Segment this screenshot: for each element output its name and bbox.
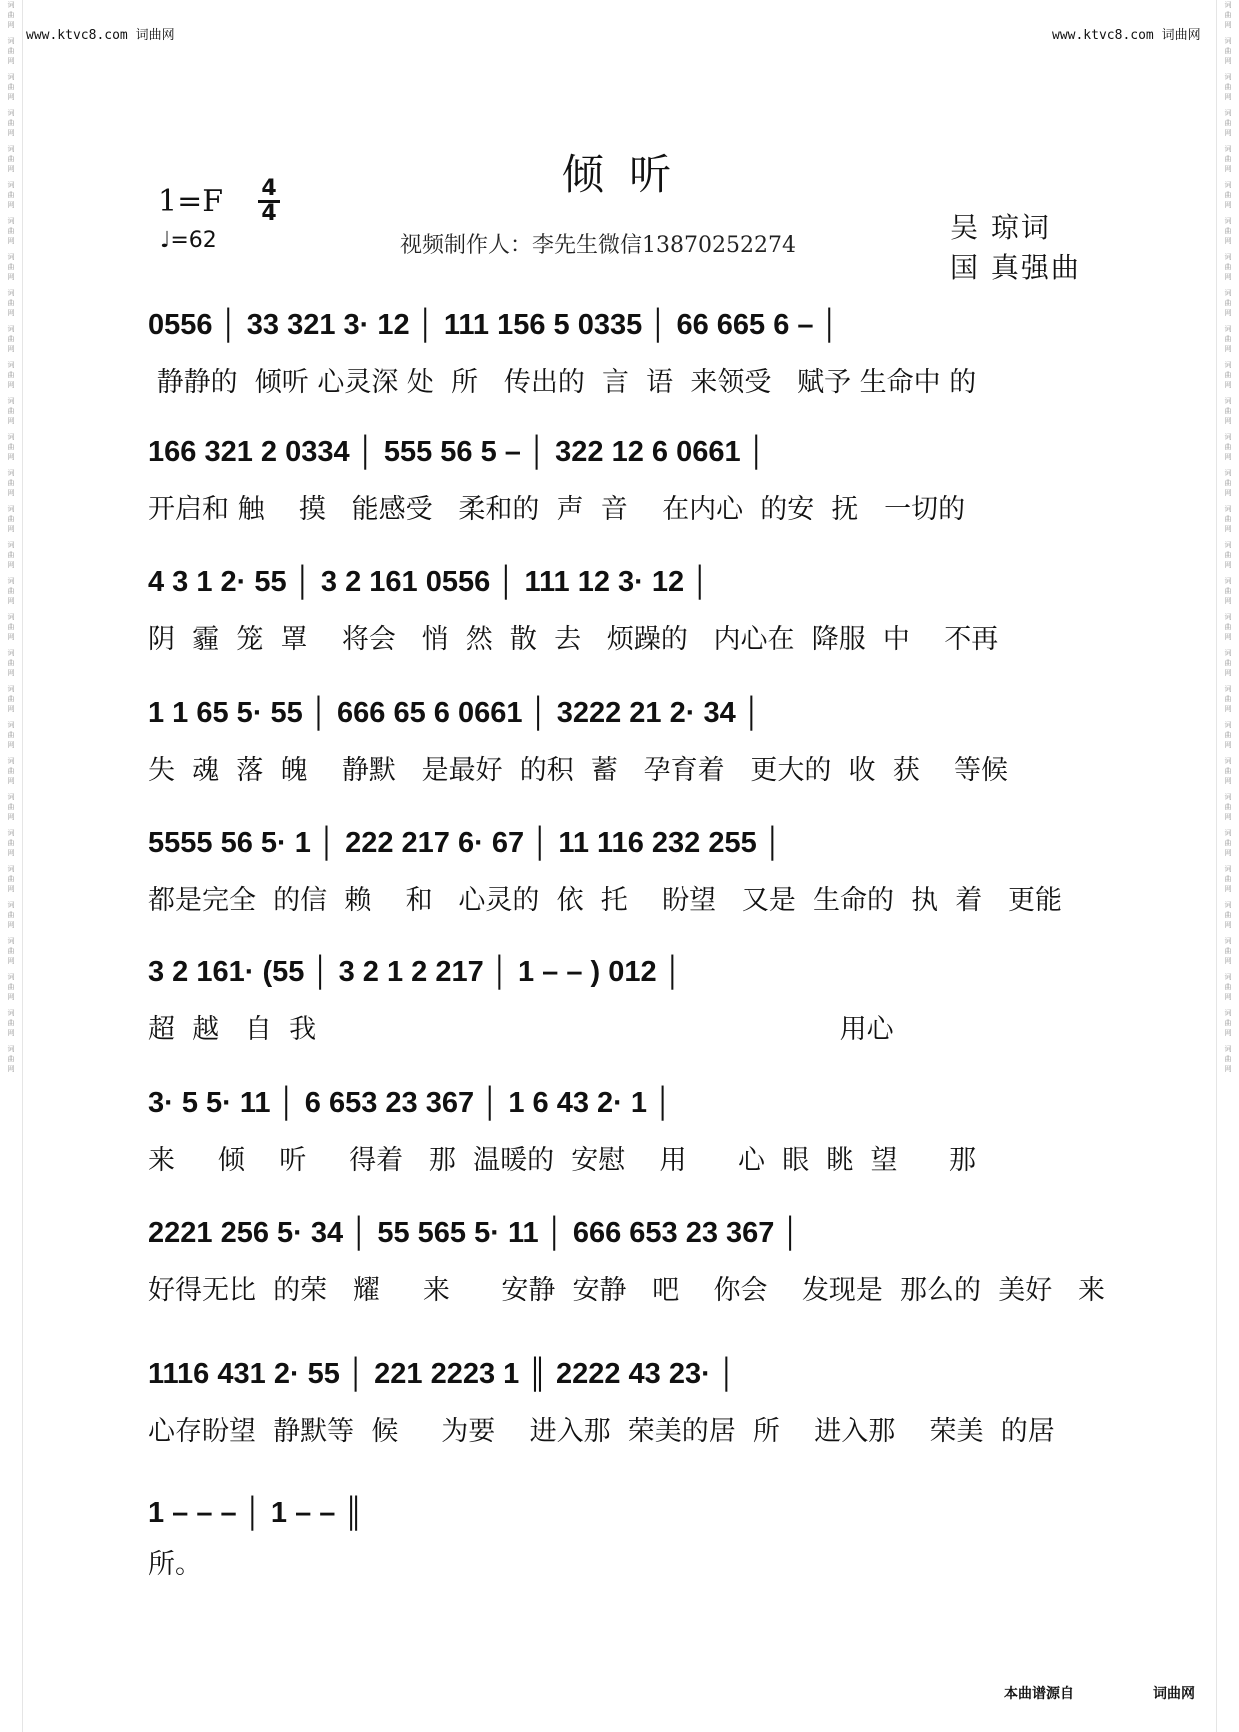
lyric-line-4: 失 魂 落 魄 静默 是最好 的积 蓄 孕育着 更大的 收 获 等候 bbox=[148, 755, 1009, 786]
side-watermark-mark: 词 曲 网 bbox=[7, 145, 15, 173]
side-watermark-mark: 词 曲 网 bbox=[1224, 325, 1232, 353]
time-numerator: 4 bbox=[261, 176, 277, 201]
notation-line-7: 3· 5 5· 11 │ 6 653 23 367 │ 1 6 43 2· 1 │ bbox=[148, 1087, 674, 1119]
side-watermark-mark: 词 曲 网 bbox=[7, 649, 15, 677]
notation-line-5: 5555 56 5· 1 │ 222 217 6· 67 │ 11 116 232 255 │ bbox=[148, 827, 783, 859]
lyric-line-9: 心存盼望 静默等 候 为要 进入那 荣美的居 所 进入那 荣美 的居 bbox=[148, 1416, 1055, 1447]
right-watermark-strip bbox=[1219, 0, 1237, 1732]
side-watermark-mark: 词 曲 网 bbox=[7, 361, 15, 389]
side-watermark-mark: 词 曲 网 bbox=[1224, 1, 1232, 29]
side-watermark-mark: 词 曲 网 bbox=[7, 433, 15, 461]
side-watermark-mark: 词 曲 网 bbox=[1224, 757, 1232, 785]
lyric-line-1: 静静的 倾听 心灵深 处 所 传出的 言 语 来领受 赋予 生命中 的 bbox=[148, 367, 977, 398]
side-watermark-mark: 词 曲 网 bbox=[7, 505, 15, 533]
notation-line-8: 2221 256 5· 34 │ 55 565 5· 11 │ 666 653 23 367 │ bbox=[148, 1217, 801, 1249]
tempo-marking: ♩=62 bbox=[160, 228, 217, 253]
side-watermark-mark: 词 曲 网 bbox=[1224, 1009, 1232, 1037]
side-watermark-mark: 词 曲 网 bbox=[7, 937, 15, 965]
side-watermark-mark: 词 曲 网 bbox=[7, 901, 15, 929]
lyric-line-10: 所。 bbox=[148, 1549, 202, 1580]
side-watermark-mark: 词 曲 网 bbox=[7, 541, 15, 569]
side-watermark-mark: 词 曲 网 bbox=[7, 685, 15, 713]
side-watermark-mark: 词 曲 网 bbox=[1224, 253, 1232, 281]
song-title: 倾 听 bbox=[561, 150, 678, 199]
time-signature bbox=[258, 178, 280, 225]
side-watermark-mark: 词 曲 网 bbox=[7, 613, 15, 641]
lyric-line-6: 超 越 自 我 用心 bbox=[148, 1014, 894, 1045]
side-watermark-mark: 词 曲 网 bbox=[1224, 469, 1232, 497]
side-watermark-mark: 词 曲 网 bbox=[1224, 109, 1232, 137]
side-watermark-mark: 词 曲 网 bbox=[1224, 685, 1232, 713]
side-watermark-mark: 词 曲 网 bbox=[1224, 361, 1232, 389]
right-border-line bbox=[1216, 0, 1217, 1732]
notation-line-6: 3 2 161· (55 │ 3 2 1 2 217 │ 1 – – ) 012 │ bbox=[148, 956, 683, 988]
side-watermark-mark: 词 曲 网 bbox=[1224, 541, 1232, 569]
side-watermark-mark: 词 曲 网 bbox=[7, 469, 15, 497]
site-header-right[interactable]: www.ktvc8.com 词曲网 bbox=[1052, 28, 1201, 43]
video-maker-credit: 视频制作人：李先生微信13870252274 bbox=[400, 233, 796, 258]
side-watermark-mark: 词 曲 网 bbox=[1224, 793, 1232, 821]
side-watermark-mark: 词 曲 网 bbox=[1224, 973, 1232, 1001]
side-watermark-mark: 词 曲 网 bbox=[1224, 37, 1232, 65]
side-watermark-mark: 词 曲 网 bbox=[7, 865, 15, 893]
side-watermark-mark: 词 曲 网 bbox=[7, 217, 15, 245]
side-watermark-mark: 词 曲 网 bbox=[7, 793, 15, 821]
side-watermark-mark: 词 曲 网 bbox=[7, 973, 15, 1001]
composer-credit: 国 真强曲 bbox=[950, 251, 1081, 284]
source-note: 本曲谱源自 bbox=[1004, 1686, 1074, 1702]
side-watermark-mark: 词 曲 网 bbox=[1224, 289, 1232, 317]
left-watermark-strip bbox=[2, 0, 20, 1732]
side-watermark-mark: 词 曲 网 bbox=[1224, 721, 1232, 749]
site-brand-link[interactable]: 词曲网 bbox=[1153, 1686, 1195, 1702]
notation-line-4: 1 1 65 5· 55 │ 666 65 6 0661 │ 3222 21 2· 34 │ bbox=[148, 697, 762, 729]
side-watermark-mark: 词 曲 网 bbox=[1224, 901, 1232, 929]
side-watermark-mark: 词 曲 网 bbox=[1224, 505, 1232, 533]
side-watermark-mark: 词 曲 网 bbox=[7, 1009, 15, 1037]
side-watermark-mark: 词 曲 网 bbox=[1224, 73, 1232, 101]
side-watermark-mark: 词 曲 网 bbox=[1224, 937, 1232, 965]
side-watermark-mark: 词 曲 网 bbox=[7, 829, 15, 857]
side-watermark-mark: 词 曲 网 bbox=[7, 757, 15, 785]
side-watermark-mark: 词 曲 网 bbox=[1224, 865, 1232, 893]
lyric-line-5: 都是完全 的信 赖 和 心灵的 依 托 盼望 又是 生命的 执 着 更能 bbox=[148, 885, 1063, 916]
side-watermark-mark: 词 曲 网 bbox=[1224, 433, 1232, 461]
side-watermark-mark: 词 曲 网 bbox=[7, 181, 15, 209]
time-denominator: 4 bbox=[258, 200, 280, 225]
side-watermark-mark: 词 曲 网 bbox=[1224, 613, 1232, 641]
lyric-line-8: 好得无比 的荣 耀 来 安静 安静 吧 你会 发现是 那么的 美好 来 bbox=[148, 1275, 1105, 1306]
notation-line-2: 166 321 2 0334 │ 555 56 5 – │ 322 12 6 0661 │ bbox=[148, 436, 767, 468]
side-watermark-mark: 词 曲 网 bbox=[7, 109, 15, 137]
lyric-line-3: 阴 霾 笼 罩 将会 悄 然 散 去 烦躁的 内心在 降服 中 不再 bbox=[148, 624, 999, 655]
lyricist-credit: 吴 琼词 bbox=[950, 211, 1051, 244]
side-watermark-mark: 词 曲 网 bbox=[1224, 649, 1232, 677]
notation-line-10: 1 – – – │ 1 – – ║ bbox=[148, 1497, 365, 1529]
notation-line-9: 1116 431 2· 55 │ 221 2223 1 ║ 2222 43 23· │ bbox=[148, 1358, 737, 1390]
side-watermark-mark: 词 曲 网 bbox=[1224, 217, 1232, 245]
side-watermark-mark: 词 曲 网 bbox=[7, 325, 15, 353]
side-watermark-mark: 词 曲 网 bbox=[7, 289, 15, 317]
side-watermark-mark: 词 曲 网 bbox=[1224, 397, 1232, 425]
side-watermark-mark: 词 曲 网 bbox=[1224, 577, 1232, 605]
side-watermark-mark: 词 曲 网 bbox=[7, 721, 15, 749]
side-watermark-mark: 词 曲 网 bbox=[7, 73, 15, 101]
key-signature: 1=F bbox=[158, 184, 224, 219]
notation-line-3: 4 3 1 2· 55 │ 3 2 161 0556 │ 111 12 3· 12 │ bbox=[148, 566, 711, 598]
lyric-line-2: 开启和 触 摸 能感受 柔和的 声 音 在内心 的安 抚 一切的 bbox=[148, 494, 966, 525]
side-watermark-mark: 词 曲 网 bbox=[7, 397, 15, 425]
site-header-left[interactable]: www.ktvc8.com 词曲网 bbox=[26, 28, 175, 43]
notation-line-1: 0556 │ 33 321 3· 12 │ 111 156 5 0335 │ 66 665 6 – │ bbox=[148, 309, 840, 341]
side-watermark-mark: 词 曲 网 bbox=[1224, 1045, 1232, 1073]
side-watermark-mark: 词 曲 网 bbox=[7, 37, 15, 65]
side-watermark-mark: 词 曲 网 bbox=[1224, 181, 1232, 209]
side-watermark-mark: 词 曲 网 bbox=[7, 1045, 15, 1073]
side-watermark-mark: 词 曲 网 bbox=[1224, 145, 1232, 173]
side-watermark-mark: 词 曲 网 bbox=[7, 577, 15, 605]
left-border-line bbox=[22, 0, 23, 1732]
side-watermark-mark: 词 曲 网 bbox=[1224, 829, 1232, 857]
side-watermark-mark: 词 曲 网 bbox=[7, 1, 15, 29]
side-watermark-mark: 词 曲 网 bbox=[7, 253, 15, 281]
lyric-line-7: 来 倾 听 得着 那 温暖的 安慰 用 心 眼 眺 望 那 bbox=[148, 1145, 977, 1176]
